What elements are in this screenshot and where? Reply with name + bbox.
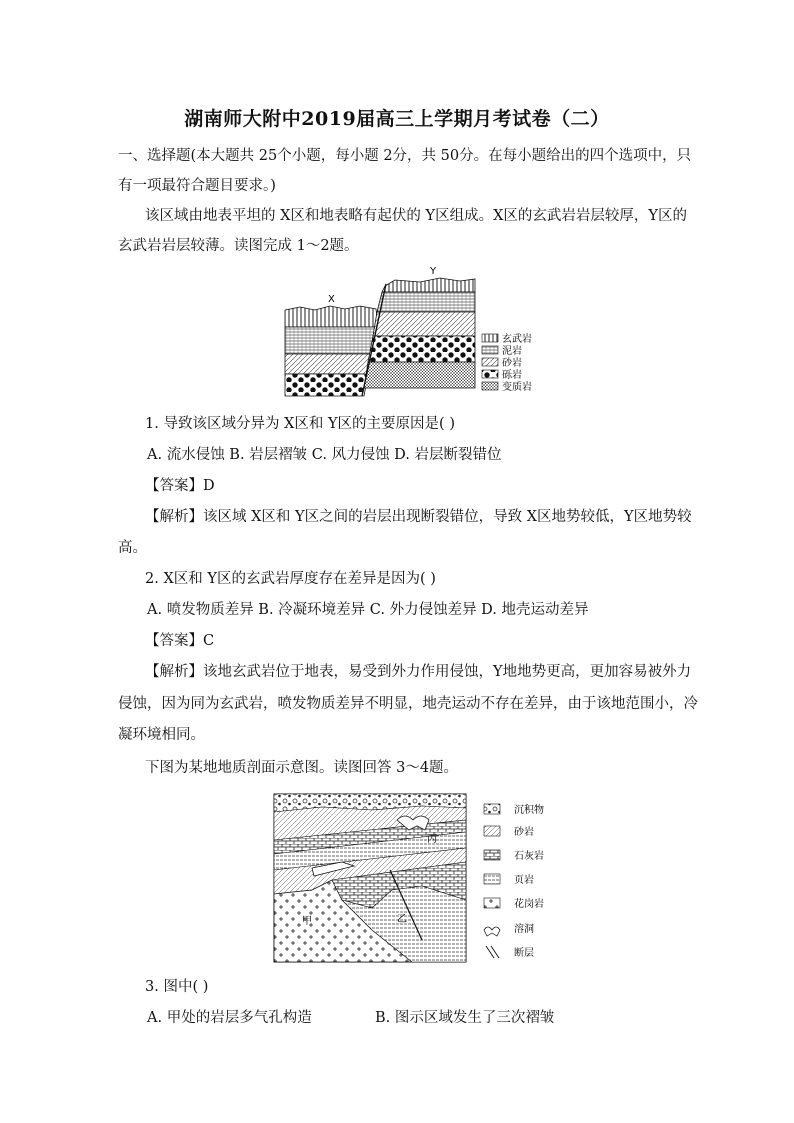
y-block — [364, 278, 475, 388]
q3-option-b: B. 图示区域发生了三次褶皱 — [375, 1010, 555, 1026]
intro2: 下图为某地地质剖面示意图。读图回答 3～4题。 — [145, 760, 459, 776]
legend-shale: 页岩 — [514, 875, 534, 886]
legend-mudstone: 泥岩 — [502, 346, 522, 357]
legend-limestone: 石灰岩 — [514, 851, 544, 862]
label-bing: 丙 — [427, 834, 437, 845]
legend-sandstone: 砂岩 — [502, 358, 522, 369]
intro1-line2: 玄武岩岩层较薄。读图完成 1～2题。 — [118, 238, 359, 254]
q2-analysis-line1: 【解析】该地玄武岩位于地表，易受到外力作用侵蚀，Y地地势更高，更加容易被外力 — [145, 664, 692, 680]
figure-2-legend — [484, 803, 544, 959]
figure-1-cross-section — [280, 262, 540, 402]
label-x: X — [328, 294, 335, 305]
label-yi: 乙 — [397, 914, 407, 925]
intro1-line1: 该区域由地表平坦的 X区和地表略有起伏的 Y区组成。X区的玄武岩岩层较厚，Y区的 — [145, 208, 688, 224]
q3-option-a: A. 甲处的岩层多气孔构造 — [147, 1010, 312, 1026]
q2-options: A. 喷发物质差异 B. 冷凝环境差异 C. 外力侵蚀差异 D. 地壳运动差异 — [147, 602, 589, 618]
q2-analysis-line2: 侵蚀，因为同为玄武岩，喷发物质差异不明显，地壳运动不存在差异，由于该地范围小，冷 — [118, 696, 698, 712]
section-instruction-line1: 一、选择题(本大题共 25个小题，每小题 2分，共 50分。在每小题给出的四个选项中，只 — [118, 148, 692, 164]
page-title: 湖南师大附中2019届高三上学期月考试卷（二） — [184, 108, 610, 130]
legend-basalt: 玄武岩 — [502, 334, 532, 345]
label-y: Y — [430, 266, 437, 277]
q3-stem: 3. 图中( ) — [145, 979, 209, 995]
q2-analysis-line3: 凝环境相同。 — [118, 727, 205, 743]
q1-analysis-line1: 【解析】该区域 X区和 Y区之间的岩层出现断裂错位，导致 X区地势较低，Y区地势较 — [145, 509, 692, 525]
q1-options: A. 流水侵蚀 B. 岩层褶皱 C. 风力侵蚀 D. 岩层断裂错位 — [147, 447, 502, 463]
q1-stem: 1. 导致该区域分异为 X区和 Y区的主要原因是( ) — [145, 416, 455, 432]
q1-answer: 【答案】D — [145, 478, 215, 494]
legend-conglomerate: 砾岩 — [502, 370, 522, 381]
x-block — [285, 306, 378, 396]
section-instruction-line2: 有一项最符合题目要求。) — [118, 178, 276, 194]
q1-analysis-line2: 高。 — [118, 540, 147, 556]
label-jia: 甲 — [302, 916, 312, 927]
legend-cave: 溶洞 — [514, 924, 534, 935]
figure-2-geological-profile — [272, 790, 562, 966]
q2-stem: 2. X区和 Y区的玄武岩厚度存在差异是因为( ) — [145, 571, 436, 587]
legend-metamorphic: 变质岩 — [502, 382, 532, 393]
figure-1-legend — [482, 332, 532, 393]
legend-sediment: 沉积物 — [514, 805, 544, 816]
legend-sandstone-2: 砂岩 — [514, 827, 534, 838]
q2-answer: 【答案】C — [145, 633, 215, 649]
legend-fault: 断层 — [514, 948, 534, 959]
legend-granite: 花岗岩 — [514, 899, 544, 910]
